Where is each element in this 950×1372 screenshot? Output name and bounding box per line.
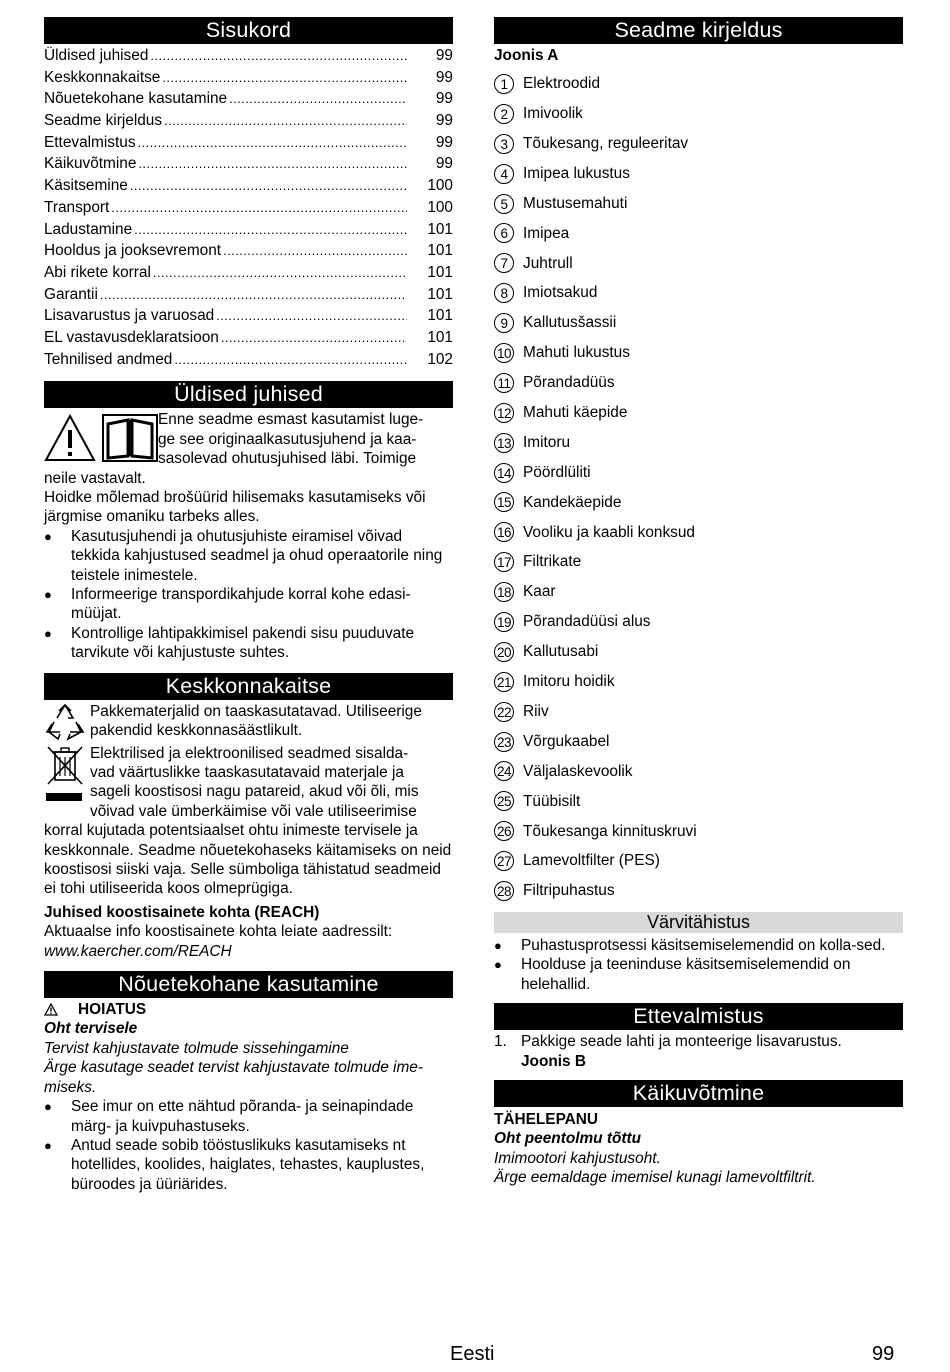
legend-label: Juhtrull bbox=[523, 254, 573, 272]
list-item bbox=[44, 585, 453, 624]
callout-number: 18 bbox=[494, 582, 514, 602]
colors-section bbox=[494, 936, 903, 994]
toc-entry-title: Üldised juhised bbox=[44, 47, 149, 64]
toc-row[interactable] bbox=[44, 240, 453, 262]
toc-row[interactable] bbox=[44, 284, 453, 306]
intro-line: sasolevad ohutusjuhised läbi. Toimige bbox=[158, 450, 417, 468]
bullet-marker: ● bbox=[494, 957, 502, 973]
toc-leader-dots bbox=[216, 305, 407, 327]
toc-entry-page: 99 bbox=[435, 47, 453, 64]
toc-leader-dots bbox=[134, 219, 407, 241]
callout-number: 27 bbox=[494, 851, 514, 871]
legend-item bbox=[494, 308, 903, 338]
legend-label: Imivoolik bbox=[523, 105, 583, 123]
toc-entry-page: 99 bbox=[435, 90, 453, 108]
bullet-text: Antud seade sobib tööstuslikuks kasutamiseks nt hotellides, koolides, haiglates, tehastes, kauplustes, büroodes ja üüriärides. bbox=[71, 1136, 425, 1193]
right-column bbox=[494, 17, 903, 1188]
callout-number: 12 bbox=[494, 403, 514, 423]
toc-entry-title: Garantii bbox=[44, 285, 98, 303]
electro-text bbox=[90, 744, 453, 822]
legend-label: Filtripuhastus bbox=[523, 882, 615, 900]
legend-label: Mustusemahuti bbox=[523, 194, 628, 212]
toc-leader-dots bbox=[164, 110, 407, 132]
toc-leader-dots bbox=[153, 262, 407, 284]
read-manual-icon bbox=[102, 414, 158, 462]
callout-number: 21 bbox=[494, 672, 514, 692]
legend-item bbox=[494, 727, 903, 757]
legend-item bbox=[494, 607, 903, 637]
intro-line: Enne seadme esmast kasutamist luge- bbox=[158, 411, 424, 429]
legend-label: Tüübisilt bbox=[523, 792, 581, 810]
list-item bbox=[44, 624, 453, 663]
list-item bbox=[44, 527, 453, 585]
toc-entry-title: EL vastavusdeklaratsioon bbox=[44, 328, 219, 346]
recycling-icon bbox=[44, 702, 86, 742]
legend-item bbox=[494, 159, 903, 189]
toc-row[interactable] bbox=[44, 197, 453, 219]
toc-entry-page: 100 bbox=[427, 177, 453, 195]
legend-label: Imiotsakud bbox=[523, 284, 598, 302]
list-item bbox=[494, 936, 903, 955]
toc-entry-title: Ladustamine bbox=[44, 220, 133, 238]
electro-line: sageli koostisosi nagu patareid, akud või õli, mis bbox=[90, 783, 419, 801]
table-of-contents bbox=[44, 45, 453, 370]
toc-entry-page: 99 bbox=[435, 133, 453, 151]
toc-leader-dots bbox=[221, 327, 407, 349]
legend-item bbox=[494, 338, 903, 368]
legend-label: Elektroodid bbox=[523, 75, 600, 93]
legend-item bbox=[494, 428, 903, 458]
bullet-marker: ● bbox=[44, 1099, 52, 1115]
legend-label: Filtrikate bbox=[523, 553, 582, 571]
callout-number: 26 bbox=[494, 821, 514, 841]
toc-leader-dots bbox=[174, 349, 407, 371]
general-heading: Üldised juhised bbox=[44, 381, 453, 408]
toc-entry-title: Abi rikete korral bbox=[44, 263, 151, 281]
legend-label: Põrandadüüsi alus bbox=[523, 613, 651, 631]
colors-heading: Värvitähistus bbox=[494, 912, 903, 933]
legend-item bbox=[494, 637, 903, 667]
legend-item bbox=[494, 218, 903, 248]
hazard-line: Ärge eemaldage imemisel kunagi lamevoltfiltrit. bbox=[494, 1169, 816, 1187]
bullet-text: Hoolduse ja teeninduse käsitsemiselemendid on helehallid. bbox=[521, 956, 851, 993]
callout-number: 17 bbox=[494, 552, 514, 572]
toc-row[interactable] bbox=[44, 132, 453, 154]
legend-item bbox=[494, 248, 903, 278]
startup-heading: Käikuvõtmine bbox=[494, 1080, 903, 1107]
hazard-line: Imimootori kahjustusoht. bbox=[494, 1149, 661, 1167]
toc-entry-page: 101 bbox=[427, 285, 453, 303]
legend-label: Mahuti lukustus bbox=[523, 344, 630, 362]
hazard-line: Tervist kahjustavate tolmude sissehingamine bbox=[44, 1039, 349, 1057]
bullet-marker: ● bbox=[44, 625, 52, 641]
legend-label: Võrgukaabel bbox=[523, 732, 610, 750]
toc-row[interactable] bbox=[44, 175, 453, 197]
callout-number: 10 bbox=[494, 343, 514, 363]
toc-entry-title: Ettevalmistus bbox=[44, 133, 136, 151]
list-item bbox=[44, 1136, 453, 1194]
legend-item bbox=[494, 69, 903, 99]
intended-use-section bbox=[44, 1000, 453, 1194]
legend-label: Väljalaskevoolik bbox=[523, 762, 633, 780]
toc-entry-page: 99 bbox=[435, 112, 453, 130]
step-body bbox=[521, 1032, 903, 1071]
toc-leader-dots bbox=[229, 88, 407, 110]
page-number: 99 bbox=[872, 1343, 895, 1365]
legend-label: Põrandadüüs bbox=[523, 374, 615, 392]
step-item bbox=[494, 1032, 903, 1071]
toc-leader-dots bbox=[111, 197, 407, 219]
bullet-text: Informeerige transpordikahjude korral kohe edasi-müüjat. bbox=[71, 585, 411, 623]
hazard-title: Oht tervisele bbox=[44, 1020, 138, 1038]
toc-entry-title: Hooldus ja jooksevremont bbox=[44, 242, 222, 260]
list-item bbox=[44, 1097, 453, 1136]
legend-label: Imipea lukustus bbox=[523, 164, 630, 182]
toc-entry-page: 101 bbox=[427, 307, 453, 325]
callout-number: 19 bbox=[494, 612, 514, 632]
toc-entry-title: Seadme kirjeldus bbox=[44, 112, 163, 130]
toc-leader-dots bbox=[150, 45, 407, 67]
callout-number: 8 bbox=[494, 283, 514, 303]
footer-language: Eesti bbox=[450, 1343, 495, 1365]
environment-heading: Keskkonnakaitse bbox=[44, 673, 453, 700]
toc-entry-page: 99 bbox=[435, 155, 453, 173]
preparation-heading: Ettevalmistus bbox=[494, 1003, 903, 1030]
warning-triangle-icon bbox=[44, 414, 96, 462]
legend-item bbox=[494, 786, 903, 816]
callout-number: 15 bbox=[494, 492, 514, 512]
callout-number: 23 bbox=[494, 732, 514, 752]
bullet-marker: ● bbox=[494, 937, 502, 953]
callout-number: 28 bbox=[494, 881, 514, 901]
toc-entry-title: Keskkonnakaitse bbox=[44, 68, 161, 86]
toc-row[interactable] bbox=[44, 349, 453, 371]
bullet-marker: ● bbox=[44, 528, 52, 544]
electro-line: vad väärtuslikke taaskasutatavaid materjale ja bbox=[90, 764, 404, 781]
legend-label: Kallutusabi bbox=[523, 643, 599, 661]
legend-item bbox=[494, 189, 903, 219]
legend-item bbox=[494, 517, 903, 547]
callout-number: 4 bbox=[494, 164, 514, 184]
reach-text: Aktuaalse info koostisainete kohta leiate aadressilt: bbox=[44, 923, 393, 941]
legend-label: Vooliku ja kaabli konksud bbox=[523, 523, 695, 541]
legend-item bbox=[494, 876, 903, 906]
legend-label: Lamevoltfilter (PES) bbox=[523, 852, 660, 870]
toc-leader-dots bbox=[138, 153, 407, 175]
legend-item bbox=[494, 756, 903, 786]
toc-leader-dots bbox=[138, 132, 407, 154]
legend-item bbox=[494, 129, 903, 159]
general-icons bbox=[44, 410, 158, 468]
toc-entry-title: Lisavarustus ja varuosad bbox=[44, 307, 215, 325]
toc-row[interactable] bbox=[44, 262, 453, 284]
callout-number: 2 bbox=[494, 104, 514, 124]
toc-entry-title: Transport bbox=[44, 198, 110, 216]
legend-item bbox=[494, 697, 903, 727]
preparation-section bbox=[494, 1032, 903, 1071]
legend-label: Pöördlüliti bbox=[523, 463, 591, 481]
toc-heading: Sisukord bbox=[44, 17, 453, 44]
toc-entry-page: 100 bbox=[427, 198, 453, 216]
toc-row[interactable] bbox=[44, 110, 453, 132]
general-section bbox=[44, 410, 453, 662]
bullet-text: Kasutusjuhendi ja ohutusjuhiste eiramisel võivad tekkida kahjustused seadmel ja ohud operaatorile ning teistele inimestele. bbox=[71, 527, 443, 584]
toc-entry-page: 102 bbox=[427, 350, 453, 368]
legend-label: Riiv bbox=[523, 702, 549, 720]
bullet-marker: ● bbox=[44, 1137, 52, 1153]
electro-tail: korral kujutada potentsiaalset ohtu inimeste tervisele ja keskkonnale. Seadme nõuetekohaseks käitamiseks on neid koostisosi siiski vaja. Selle sümboliga tähistatud seadmeid ei tohi utiliseerida koos olmeprügiga. bbox=[44, 822, 452, 898]
warning-label: HOIATUS bbox=[78, 1001, 147, 1019]
legend-label: Kaar bbox=[523, 583, 556, 601]
legend-label: Imipea bbox=[523, 224, 570, 242]
electro-line: võivad vale ümberkäimise või vale utiliseerimise bbox=[90, 802, 417, 820]
legend-item bbox=[494, 368, 903, 398]
component-legend bbox=[494, 69, 903, 906]
legend-item bbox=[494, 547, 903, 577]
legend-item bbox=[494, 398, 903, 428]
keep-instructions: Hoidke mõlemad brošüürid hilisemaks kasutamiseks või järgmise omaniku tarbeks alles. bbox=[44, 488, 426, 526]
packaging-text: Pakkematerjalid on taaskasutatavad. Utiliseerige pakendid keskkonnasäästlikult. bbox=[90, 702, 422, 739]
legend-label: Mahuti käepide bbox=[523, 404, 628, 422]
step-text: Pakkige seade lahti ja monteerige lisavarustus. bbox=[521, 1033, 842, 1051]
legend-item bbox=[494, 458, 903, 488]
environment-section bbox=[44, 702, 453, 961]
toc-leader-dots bbox=[223, 240, 407, 262]
bullet-text: Kontrollige lahtipakkimisel pakendi sisu puuduvate tarvikute või kahjustuste suhtes. bbox=[71, 624, 415, 662]
callout-number: 20 bbox=[494, 642, 514, 662]
list-item bbox=[494, 955, 903, 994]
toc-leader-dots bbox=[162, 67, 407, 89]
crossed-out-bin-icon bbox=[44, 744, 86, 804]
callout-number: 24 bbox=[494, 761, 514, 781]
legend-item bbox=[494, 816, 903, 846]
legend-label: Tõukesanga kinnituskruvi bbox=[523, 822, 697, 840]
intro-line: ge see originaalkasutusjuhend ja kaa- bbox=[158, 430, 417, 448]
toc-entry-title: Nõuetekohane kasutamine bbox=[44, 90, 228, 108]
toc-leader-dots bbox=[100, 284, 407, 306]
legend-item bbox=[494, 99, 903, 129]
startup-section bbox=[494, 1110, 903, 1188]
callout-number: 3 bbox=[494, 134, 514, 154]
toc-entry-page: 101 bbox=[427, 220, 453, 238]
callout-number: 6 bbox=[494, 223, 514, 243]
step-number: 1. bbox=[494, 1033, 507, 1051]
toc-row[interactable] bbox=[44, 153, 453, 175]
callout-number: 9 bbox=[494, 313, 514, 333]
legend-item bbox=[494, 487, 903, 517]
callout-number: 11 bbox=[494, 373, 514, 393]
legend-item bbox=[494, 577, 903, 607]
electro-line: Elektrilised ja elektroonilised seadmed sisalda- bbox=[90, 744, 409, 762]
legend-item bbox=[494, 846, 903, 876]
toc-entry-page: 101 bbox=[427, 242, 453, 260]
legend-label: Imitoru bbox=[523, 433, 571, 451]
toc-entry-page: 101 bbox=[427, 328, 453, 346]
note-label: TÄHELEPANU bbox=[494, 1110, 599, 1128]
bullet-text: Puhastusprotsessi käsitsemiselemendid on kolla-sed. bbox=[521, 936, 886, 954]
left-column bbox=[44, 17, 453, 1194]
step-figure: Joonis B bbox=[521, 1052, 586, 1070]
intro-tail: neile vastavalt. bbox=[44, 469, 146, 487]
toc-row[interactable] bbox=[44, 327, 453, 349]
toc-row[interactable] bbox=[44, 67, 453, 89]
intended-use-heading: Nõuetekohane kasutamine bbox=[44, 971, 453, 998]
legend-label: Kallutusšassii bbox=[523, 314, 617, 332]
legend-item bbox=[494, 667, 903, 697]
bullet-marker: ● bbox=[44, 586, 52, 602]
callout-number: 25 bbox=[494, 791, 514, 811]
callout-number: 14 bbox=[494, 463, 514, 483]
hazard-line: Ärge kasutage seadet tervist kahjustavate tolmude ime-miseks. bbox=[44, 1059, 423, 1096]
toc-leader-dots bbox=[130, 175, 407, 197]
hazard-title: Oht peentolmu tõttu bbox=[494, 1130, 642, 1148]
toc-entry-title: Tehnilised andmed bbox=[44, 350, 173, 368]
legend-label: Imitoru hoidik bbox=[523, 673, 615, 691]
callout-number: 13 bbox=[494, 433, 514, 453]
callout-number: 1 bbox=[494, 74, 514, 94]
figure-a-label: Joonis A bbox=[494, 47, 559, 64]
toc-row[interactable] bbox=[44, 305, 453, 327]
callout-number: 22 bbox=[494, 702, 514, 722]
warning-small-icon bbox=[44, 1003, 58, 1016]
bullet-text: See imur on ette nähtud põranda- ja seinapindade märg- ja kuivpuhastuseks. bbox=[71, 1098, 414, 1135]
legend-label: Tõukesang, reguleeritav bbox=[523, 135, 689, 153]
reach-title: Juhised koostisainete kohta (REACH) bbox=[44, 903, 320, 921]
toc-entry-title: Käikuvõtmine bbox=[44, 155, 137, 173]
toc-entry-page: 101 bbox=[427, 263, 453, 281]
legend-label: Kandekäepide bbox=[523, 493, 622, 511]
toc-entry-title: Käsitsemine bbox=[44, 177, 128, 195]
callout-number: 5 bbox=[494, 194, 514, 214]
description-heading: Seadme kirjeldus bbox=[494, 17, 903, 44]
legend-item bbox=[494, 278, 903, 308]
callout-number: 7 bbox=[494, 253, 514, 273]
general-intro bbox=[158, 410, 453, 468]
toc-row[interactable] bbox=[44, 88, 453, 110]
toc-row[interactable] bbox=[44, 219, 453, 241]
callout-number: 16 bbox=[494, 522, 514, 542]
reach-link[interactable]: www.kaercher.com/REACH bbox=[44, 942, 232, 960]
toc-entry-page: 99 bbox=[435, 68, 453, 86]
toc-row[interactable] bbox=[44, 45, 453, 67]
